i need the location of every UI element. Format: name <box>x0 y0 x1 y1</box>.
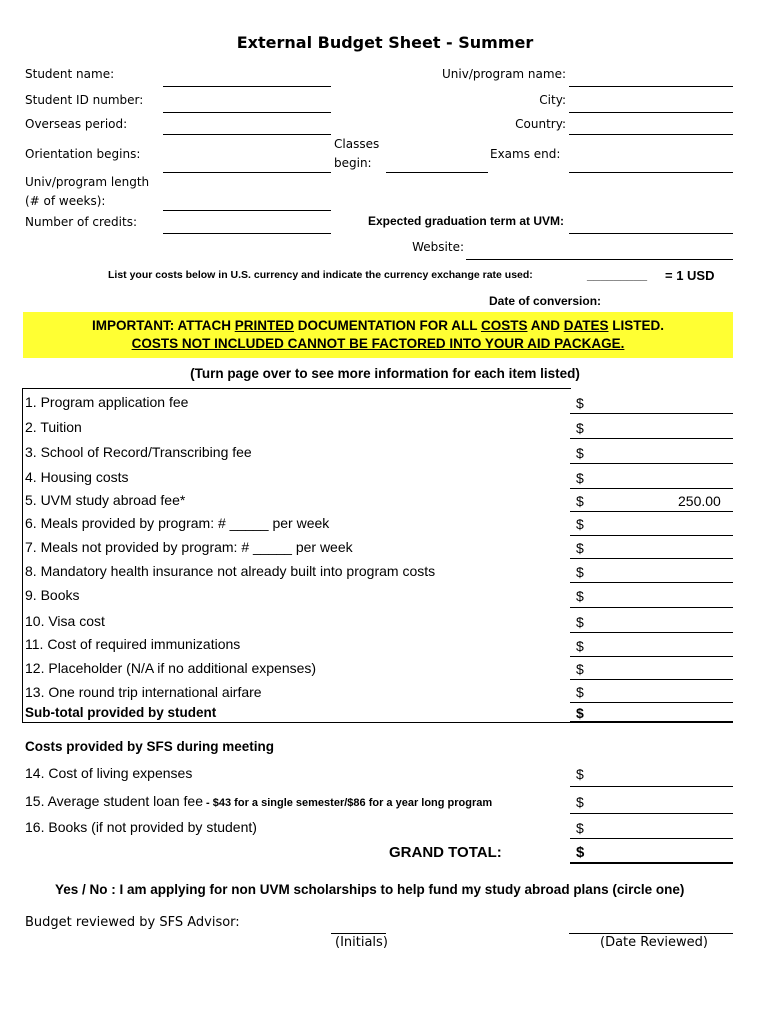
important-printed: PRINTED <box>234 318 294 333</box>
program-length-field[interactable] <box>163 210 331 211</box>
list-item: 12. Placeholder (N/A if no additional expenses) <box>25 660 317 676</box>
univ-program-name-label: Univ/program name: <box>442 67 566 81</box>
begin-label: begin: <box>334 156 372 170</box>
num-credits-field[interactable] <box>163 233 331 234</box>
student-name-field[interactable] <box>163 86 331 87</box>
scholarship-question: Yes / No : I am applying for non UVM scholarships to help fund my study abroad plans (circle one) <box>55 882 685 897</box>
currency-note: List your costs below in U.S. currency and indicate the currency exchange rate used: <box>108 269 533 281</box>
subtotal-field[interactable] <box>570 721 733 723</box>
currency-sign: $ <box>576 516 584 532</box>
city-label: City: <box>539 93 566 107</box>
page-title: External Budget Sheet - Summer <box>236 33 534 52</box>
website-field[interactable] <box>466 259 733 260</box>
student-name-label: Student name: <box>25 67 115 81</box>
sfs-item <box>25 793 492 809</box>
sfs-item-label: 16. Books (if not provided by student) <box>25 819 257 835</box>
currency-sign: $ <box>576 820 584 836</box>
sfs-item-label: 14. Cost of living expenses <box>25 765 193 781</box>
subtotal-label: Sub-total provided by student <box>25 705 217 720</box>
currency-sign: $ <box>576 661 584 677</box>
currency-sign: $ <box>576 420 584 436</box>
amount-field[interactable] <box>570 488 733 489</box>
list-item: 8. Mandatory health insurance not already built into program costs <box>25 563 436 579</box>
list-item: 2. Tuition <box>25 419 82 435</box>
important-text-3: AND <box>527 318 564 333</box>
grand-total-label: GRAND TOTAL: <box>389 844 502 861</box>
reviewed-by-label: Budget reviewed by SFS Advisor: <box>25 915 240 930</box>
initials-label: (Initials) <box>335 935 388 950</box>
currency-sign: $ <box>576 638 584 654</box>
important-costs: COSTS <box>480 318 528 333</box>
overseas-period-field[interactable] <box>163 134 331 135</box>
amount-field[interactable] <box>570 438 733 439</box>
usd-label: = 1 USD <box>665 268 715 283</box>
univ-program-name-field[interactable] <box>569 86 733 87</box>
date-conversion-label: Date of conversion: <box>489 294 602 308</box>
sfs-item <box>25 765 192 781</box>
student-id-label: Student ID number: <box>25 93 144 107</box>
loan-fee-note: - $43 for a single semester/$86 for a year long program <box>203 797 493 809</box>
sfs-item-label: 15. Average student loan fee <box>25 793 203 809</box>
website-label: Website: <box>412 240 464 254</box>
currency-sign: $ <box>576 470 584 486</box>
amount-field[interactable] <box>570 702 733 703</box>
currency-sign: $ <box>576 493 584 509</box>
exams-end-field[interactable] <box>569 172 733 173</box>
sfs-item <box>25 819 257 835</box>
important-text: IMPORTANT: ATTACH <box>91 318 235 333</box>
list-item: 7. Meals not provided by program: # _____ per week <box>25 539 353 555</box>
amount-field[interactable] <box>570 838 733 839</box>
amount-field[interactable] <box>570 558 733 559</box>
amount-field[interactable] <box>570 607 733 608</box>
currency-sign: $ <box>576 684 584 700</box>
expected-grad-field[interactable] <box>569 233 733 234</box>
currency-sign: $ <box>576 564 584 580</box>
num-credits-label: Number of credits: <box>25 215 138 229</box>
currency-sign: $ <box>576 588 584 604</box>
amount-field[interactable] <box>570 679 733 680</box>
subtotal-currency: $ <box>576 705 584 721</box>
orientation-begins-label: Orientation begins: <box>25 147 141 161</box>
amount-field[interactable] <box>570 786 733 787</box>
currency-sign: $ <box>576 614 584 630</box>
list-item: 10. Visa cost <box>25 613 105 629</box>
amount-field[interactable] <box>570 535 733 536</box>
amount-field[interactable] <box>570 632 733 633</box>
list-item: 5. UVM study abroad fee* <box>25 492 186 508</box>
program-length-label-2: (# of weeks): <box>25 194 106 208</box>
amount-field[interactable] <box>570 813 733 814</box>
list-item: 9. Books <box>25 587 80 603</box>
important-banner <box>23 312 733 358</box>
currency-sign: $ <box>576 794 584 810</box>
exchange-rate-field[interactable]: _________ <box>587 268 648 282</box>
city-field[interactable] <box>569 112 733 113</box>
list-item: 4. Housing costs <box>25 469 129 485</box>
list-item: 6. Meals provided by program: # _____ per week <box>25 515 330 531</box>
currency-sign: $ <box>576 540 584 556</box>
important-text-4: LISTED. <box>608 318 665 333</box>
important-text-2: DOCUMENTATION FOR ALL <box>293 318 481 333</box>
uvm-fee-amount: 250.00 <box>678 493 721 509</box>
initials-field[interactable] <box>331 933 386 934</box>
grand-total-currency: $ <box>576 844 585 861</box>
grand-total-field[interactable] <box>570 862 733 864</box>
date-reviewed-label: (Date Reviewed) <box>600 935 708 950</box>
list-item: 11. Cost of required immunizations <box>25 636 241 652</box>
currency-sign: $ <box>576 766 584 782</box>
country-label: Country: <box>515 117 566 131</box>
amount-field[interactable] <box>570 656 733 657</box>
important-line-2: COSTS NOT INCLUDED CANNOT BE FACTORED INTO YOUR AID PACKAGE. <box>131 336 625 351</box>
exams-end-label: Exams end: <box>490 147 561 161</box>
sfs-heading: Costs provided by SFS during meeting <box>25 739 275 754</box>
currency-sign: $ <box>576 395 584 411</box>
important-dates: DATES <box>563 318 609 333</box>
currency-sign: $ <box>576 445 584 461</box>
list-item: 1. Program application fee <box>25 394 189 410</box>
program-length-label: Univ/program length <box>25 175 150 189</box>
date-reviewed-field[interactable] <box>569 933 733 934</box>
classes-label: Classes <box>334 137 380 151</box>
important-line-1 <box>23 318 733 333</box>
amount-field[interactable] <box>570 511 733 512</box>
list-item: 3. School of Record/Transcribing fee <box>25 444 252 460</box>
list-item: 13. One round trip international airfare <box>25 684 262 700</box>
classes-begin-field[interactable] <box>386 172 488 173</box>
turn-page-note: (Turn page over to see more information for each item listed) <box>190 366 580 381</box>
amount-field[interactable] <box>570 463 733 464</box>
expected-grad-label: Expected graduation term at UVM: <box>367 214 564 228</box>
orientation-begins-field[interactable] <box>163 172 331 173</box>
amount-field[interactable] <box>570 582 733 583</box>
student-id-field[interactable] <box>163 112 331 113</box>
overseas-period-label: Overseas period: <box>25 117 128 131</box>
country-field[interactable] <box>569 134 733 135</box>
amount-field[interactable] <box>570 413 733 414</box>
